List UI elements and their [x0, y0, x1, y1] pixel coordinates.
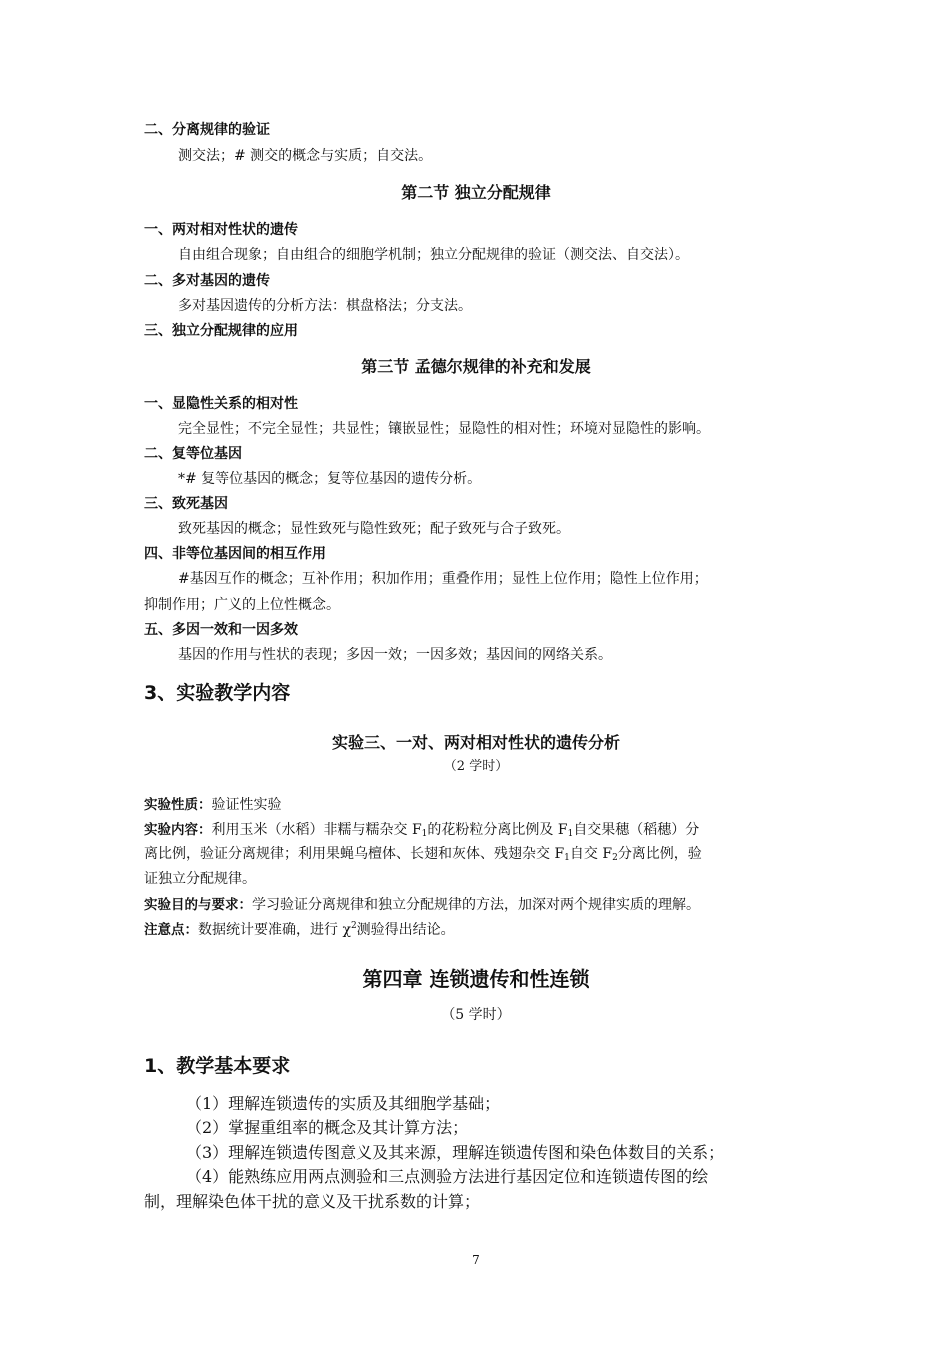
label-nature: 实验性质： [144, 797, 212, 813]
experiment-note [144, 918, 455, 939]
chapter-hours: （5 学时） [441, 1007, 511, 1023]
section-heading-requirements: 1、教学基本要求 [144, 1055, 291, 1077]
experiment-goal [144, 893, 700, 914]
label-note: 注意点： [144, 922, 198, 938]
experiment-content-line-2 [144, 843, 702, 863]
requirement-item: （1）理解连锁遗传的实质及其细胞学基础； [186, 1094, 501, 1113]
content-text: 分离比例，验 [617, 846, 702, 862]
section-title-independent-assortment: 第二节 独立分配规律 [401, 183, 551, 202]
note-text: 数据统计要准确，进行 χ [198, 922, 351, 938]
heading-gene-interaction: 四、非等位基因间的相互作用 [144, 546, 326, 562]
section-title-mendel-extension: 第三节 孟德尔规律的补充和发展 [361, 357, 591, 376]
heading-application: 三、独立分配规律的应用 [144, 323, 298, 339]
page-number: 7 [472, 1253, 480, 1267]
requirement-item-continued: 制，理解染色体干扰的意义及干扰系数的计算； [144, 1192, 481, 1211]
superscript: 2 [350, 921, 357, 931]
content-text: 自交果穗（稻穗）分 [573, 822, 700, 838]
subscript: 2 [612, 853, 618, 863]
heading-separation-verification: 二、分离规律的验证 [144, 122, 270, 138]
experiment-content-line-1 [144, 818, 699, 839]
experiment-nature [144, 793, 282, 814]
body-line: #基因互作的概念；互补作用；积加作用；重叠作用；显性上位作用；隐性上位作用； [178, 571, 708, 587]
heading-two-traits: 一、两对相对性状的遗传 [144, 222, 298, 238]
heading-multiple-alleles: 二、复等位基因 [144, 446, 242, 462]
subscript: 1 [421, 829, 428, 839]
content-text: 自交 F [569, 846, 613, 862]
heading-pleiotropy: 五、多因一效和一因多效 [144, 622, 298, 638]
experiment-hours: （2 学时） [443, 759, 509, 774]
body-line: 基因的作用与性状的表现；多因一效；一因多效；基因间的网络关系。 [178, 647, 612, 663]
label-content: 实验内容： [144, 822, 212, 838]
body-line: 多对基因遗传的分析方法：棋盘格法；分支法。 [178, 298, 472, 314]
section-heading-experiments: 3、实验教学内容 [144, 682, 291, 704]
requirement-item: （2）掌握重组率的概念及其计算方法； [186, 1118, 469, 1137]
goal-text: 学习验证分离规律和独立分配规律的方法，加深对两个规律实质的理解。 [252, 897, 700, 913]
body-line: 完全显性；不完全显性；共显性；镶嵌显性；显隐性的相对性；环境对显隐性的影响。 [178, 421, 710, 437]
heading-multiple-genes: 二、多对基因的遗传 [144, 273, 270, 289]
subscript: 1 [567, 829, 574, 839]
note-text: 测验得出结论。 [356, 922, 455, 938]
body-line: 测交法；# 测交的概念与实质；自交法。 [178, 148, 433, 164]
subscript: 1 [564, 853, 570, 863]
body-line: 自由组合现象；自由组合的细胞学机制；独立分配规律的验证（测交法、自交法）。 [178, 247, 689, 263]
heading-lethal-genes: 三、致死基因 [144, 496, 228, 512]
experiment-content-line-3: 证独立分配规律。 [144, 871, 256, 887]
content-text: 的花粉粒分离比例及 F [427, 822, 568, 838]
heading-dominance: 一、显隐性关系的相对性 [144, 396, 298, 412]
body-line: 抑制作用；广义的上位性概念。 [144, 597, 340, 613]
requirement-item: （4）能熟练应用两点测验和三点测验方法进行基因定位和连锁遗传图的绘 [186, 1167, 709, 1186]
content-text: 离比例，验证分离规律；利用果蝇乌檀体、长翅和灰体、残翅杂交 F [144, 846, 565, 862]
content-text: 利用玉米（水稻）非糯与糯杂交 F [211, 822, 422, 838]
body-line: 致死基因的概念；显性致死与隐性致死；配子致死与合子致死。 [178, 521, 570, 537]
requirement-item: （3）理解连锁遗传图意义及其来源，理解连锁遗传图和染色体数目的关系； [186, 1143, 725, 1162]
chapter-title: 第四章 连锁遗传和性连锁 [362, 967, 590, 991]
label-goal: 实验目的与要求： [144, 897, 252, 913]
nature-text: 验证性实验 [211, 797, 282, 813]
experiment-title: 实验三、一对、两对相对性状的遗传分析 [331, 733, 620, 752]
body-line: *# 复等位基因的概念；复等位基因的遗传分析。 [178, 471, 482, 487]
